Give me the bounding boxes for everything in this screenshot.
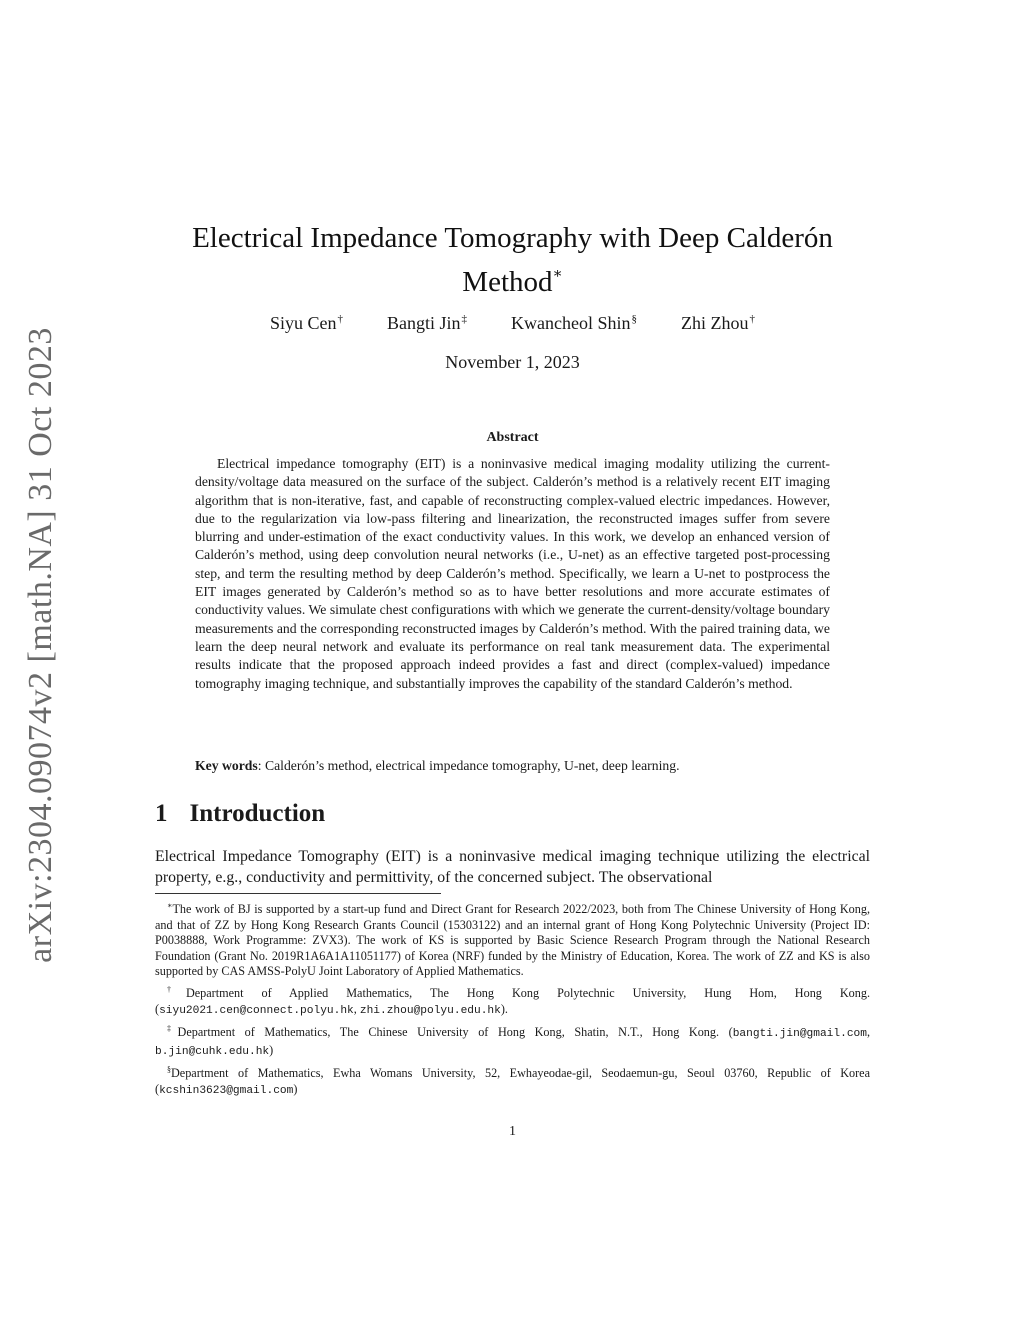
page-number: 1: [509, 1124, 516, 1139]
arxiv-sidebar: [0, 0, 59, 963]
footnote-affiliation-jin: ‡Department of Mathematics, The Chinese University of Hong Kong, Shatin, N.T., Hong Kong. (bangti.jin@gmail.com, b.jin@cuhk.edu.hk): [155, 1024, 871, 1058]
keywords: [195, 757, 830, 775]
footnotes: [155, 898, 870, 1100]
title-line-1: Electrical Impedance Tomography with Deep Calderón: [192, 222, 833, 254]
footnote-affiliation-cen-zhou: †Department of Applied Mathematics, The Hong Kong Polytechnic University, Hung Hom, Hong Kong. (siyu2021.cen@connect.polyu.hk, zhi.zhou@polyu.edu.hk).: [155, 984, 871, 1017]
publication-date: November 1, 2023: [445, 352, 580, 372]
email-link[interactable]: siyu2021.cen@connect.polyu.hk: [159, 1004, 354, 1017]
keywords-label: Key words: [195, 758, 258, 773]
arxiv-identifier: arXiv:2304.09074v2 [math.NA] 31 Oct 2023: [22, 327, 59, 963]
author: Siyu Cen†: [269, 313, 343, 333]
title-line-2: Method∗: [462, 266, 563, 298]
author-list: [155, 313, 870, 334]
paper-title: [155, 220, 870, 300]
abstract-heading: Abstract: [486, 430, 539, 445]
section-heading: [155, 800, 325, 828]
footnote-affiliation-shin: §Department of Mathematics, Ewha Womans University, 52, Ewhayeodae-gil, Seodaemun-gu, Seoul 03760, Republic of Korea (kcshin3623@gmail.com): [155, 1065, 870, 1097]
title-footnote-mark: ∗: [552, 266, 563, 282]
keywords-text: : Calderón’s method, electrical impedance tomography, U-net, deep learning.: [257, 758, 680, 773]
footnote-rule: [155, 893, 441, 894]
intro-paragraph: Electrical Impedance Tomography (EIT) is a noninvasive medical imaging technique utilizing the electrical property, e.g., conductivity and permittivity, of the concerned subject. The observational: [155, 848, 870, 886]
footnote-funding: ∗The work of BJ is supported by a start-up fund and Direct Grant for Research 2022/2023, both from The Chinese University of Hong Kong, and that of ZZ by Hong Kong Research Grants Council (15303122) and an internal grant of Hong Kong Polytechnic University (Project ID: P0038888, Work Programme: ZVX3). The work of KS is supported by Basic Science Research Program through the National Research Foundation (Grant No. 2019R1A6A1A11051177) of Korea (NRF) funded by the Ministry of Education, Korea. The work of ZZ and KS is also supported by CAS AMSS-PolyU Joint Laboratory of Applied Mathematics.: [155, 901, 870, 979]
email-link[interactable]: zhi.zhou@polyu.edu.hk: [359, 1004, 501, 1017]
author: Kwancheol Shin§: [511, 313, 637, 333]
abstract-body: Electrical impedance tomography (EIT) is a noninvasive medical imaging modality utilizing the current-density/voltage data measured on the surface of the subject. Calderón’s method is a relatively recent EIT imaging algorithm that is non-iterative, fast, and capable of reconstructing complex-valued electric impedances. However, due to the regularization via low-pass filtering and linearization, the reconstructed images suffer from severe blurring and under-estimation of the exact conductivity values. In this work, we develop an enhanced version of Calderón’s method, using deep convolution neural networks (i.e., U-net) as an effective targeted post-processing step, and term the resulting method by deep Calderón’s method. Specifically, we learn a U-net to postprocess the EIT images generated by Calderón’s method so as to have better resolutions and more accurate estimates of conductivity values. We simulate chest configurations with which we generate the current-density/voltage boundary measurements and the corresponding reconstructed images by Calderón’s method. With the paired training data, we learn the deep neural network and evaluate its performance on real tank measurement data. The experimental results indicate that the proposed approach indeed provides a fast and direct (complex-valued) impedance tomography imaging technique, and substantially improves the capability of the standard Calderón’s method.: [195, 456, 830, 691]
email-link[interactable]: b.jin@cuhk.edu.hk: [155, 1045, 270, 1058]
section-number: 1: [155, 800, 168, 827]
author: Zhi Zhou†: [681, 313, 755, 333]
email-link[interactable]: bangti.jin@gmail.com: [732, 1028, 867, 1041]
section-title: Introduction: [189, 800, 326, 827]
author: Bangti Jin‡: [387, 313, 468, 333]
email-link[interactable]: kcshin3623@gmail.com: [159, 1084, 294, 1097]
